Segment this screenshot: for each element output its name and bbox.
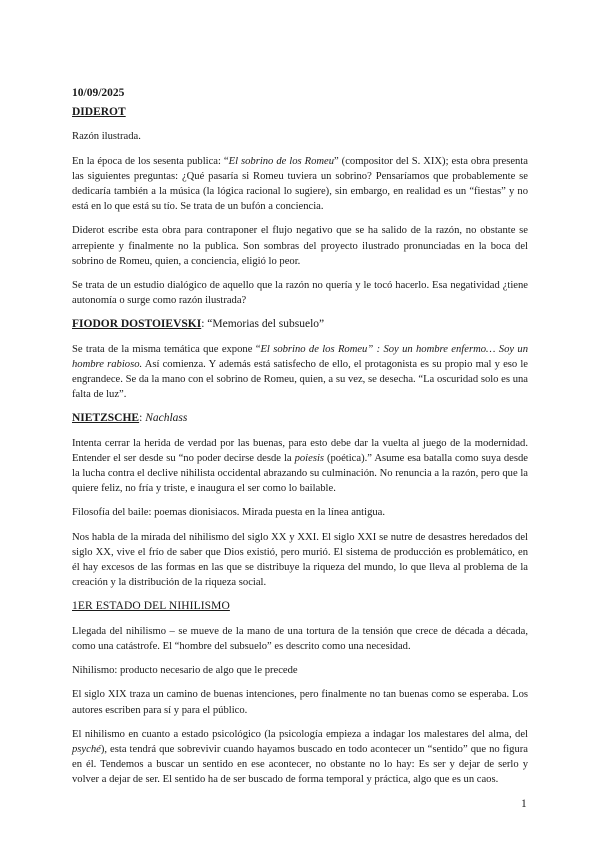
section-heading-estado bbox=[72, 599, 528, 614]
date-heading: 10/09/2025 bbox=[72, 87, 125, 99]
text-run: El nihilismo en cuanto a estado psicológico (la psicología empieza a indagar los malestares del alma, del bbox=[72, 728, 528, 740]
section-heading-nietzsche bbox=[72, 411, 528, 426]
heading-text: FIODOR DOSTOIEVSKI bbox=[72, 318, 202, 331]
paragraph: Filosofía del baile: poemas dionisiacos. Mirada puesta en la línea antigua. bbox=[72, 507, 386, 519]
paragraph bbox=[72, 727, 528, 788]
italic-term: psyché bbox=[72, 743, 101, 755]
paragraph: El siglo XIX traza un camino de buenas intenciones, pero finalmente no tan buenas como se esperaba. Los autores escriben para sí y para el público. bbox=[72, 689, 528, 716]
paragraph bbox=[72, 154, 528, 215]
section-heading-dostoievski bbox=[72, 317, 528, 332]
heading-text: 1ER ESTADO DEL NIHILISMO bbox=[72, 600, 230, 613]
heading-text: NIETZSCHE bbox=[72, 412, 140, 425]
heading-italic: Nachlass bbox=[145, 412, 188, 425]
paragraph bbox=[72, 436, 528, 497]
text-run: ” (compositor del S. XIX); esta obra presenta las siguientes preguntas: ¿Qué pasaría si Romeu tuviera un sobrino? Pensaríamos que probablemente se dedicaría también a la música (la lógica racional lo sugiere), sin embargo, en realidad es un “fiestas” y no está en lo que está su tío. Se trata de un bufón a conciencia. bbox=[72, 155, 528, 213]
paragraph: Llegada del nihilismo – se mueve de la mano de una tortura de la tensión que crece de década a década, como una catástrofe. El “hombre del subsuelo” es descrito como una necesidad. bbox=[72, 625, 528, 652]
paragraph: Razón ilustrada. bbox=[72, 131, 141, 143]
text-run: (poética).” Asume esa batalla como suya desde la lucha contra el declive nihilista occidental abrazando su culminación. No renuncia a la razón, pero que la quiere feliz, no fría y triste, e inaugura el ser como lo bailable. bbox=[72, 452, 528, 495]
text-run: Así comienza. Y además está satisfecho de ello, el protagonista es su propio mal y eso le engrandece. Se da la mano con el sobrino de Romeu, quien, a su vez, se desecha. “La oscuridad solo es una falta de luz”. bbox=[72, 358, 528, 401]
paragraph: Nihilismo: producto necesario de algo que le precede bbox=[72, 665, 298, 677]
paragraph: Se trata de un estudio dialógico de aquello que la razón no quería y le tocó hacerlo. Esa negatividad ¿tiene autonomía o surge como razón ilustrada? bbox=[72, 280, 528, 307]
section-heading-diderot bbox=[72, 105, 528, 120]
paragraph: Nos habla de la mirada del nihilismo del siglo XX y XXI. El siglo XXI se nutre de desastres heredados del siglo XX, vive el frío de saber que Dios existió, pero murió. El sistema de producción es problemático, en él hay excesos de las formas en las que se distribuye la riqueza del mundo, lo que lleva al problema de la creación y la distribución de la riqueza social. bbox=[72, 531, 528, 589]
heading-text: DIDEROT bbox=[72, 106, 126, 119]
text-run: ), esta tendrá que sobrevivir cuando hayamos buscado en todo acontecer un “sentido” que no figura en él. Tendemos a buscar un sentido en ese acontecer, no obstante no lo hay: Es ser y dejar de serlo y volver a dejar de ser. El sentido ha de ser buscado de forma temporal y práctica, algo que es un caos. bbox=[72, 743, 528, 786]
italic-term: poiesis bbox=[294, 452, 325, 464]
text-run: Intenta cerrar la herida de verdad por las buenas, para esto debe dar la vuelta al juego de la modernidad. Entender el ser desde su “no poder decirse desde la bbox=[72, 437, 528, 464]
page-content bbox=[72, 86, 528, 797]
italic-quote: El sobrino de los Romeu” : Soy un hombre enfermo… Soy un hombre rabioso. bbox=[72, 343, 528, 370]
text-run: En la época de los sesenta publica: “ bbox=[72, 155, 229, 167]
paragraph: Diderot escribe esta obra para contraponer el flujo negativo que se ha salido de la razón, no obstante se arrepiente y finalmente no la publica. Son sombras del proyecto ilustrado pronunciadas en la boca del sobrino de Romeu, quien, a conciencia, eligió lo peor. bbox=[72, 225, 528, 267]
paragraph bbox=[72, 342, 528, 403]
page-number: 1 bbox=[521, 798, 527, 810]
text-run: Se trata de la misma temática que expone “ bbox=[72, 343, 261, 355]
heading-separator: : bbox=[139, 412, 146, 425]
book-title: El sobrino de los Romeu bbox=[228, 155, 335, 167]
heading-subtitle: : “Memorias del subsuelo” bbox=[201, 318, 325, 331]
